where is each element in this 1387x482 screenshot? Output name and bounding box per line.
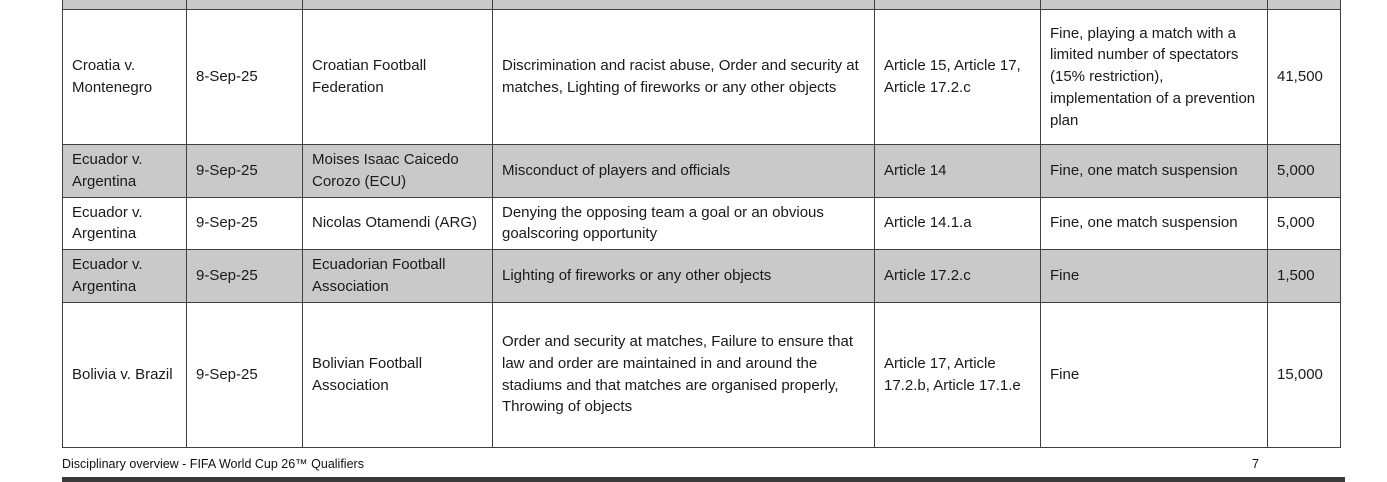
match-cell: Croatia v. Montenegro	[63, 10, 187, 145]
amount-cell: 5,000	[1268, 145, 1341, 198]
document-footer-title: Disciplinary overview - FIFA World Cup 26™ Qualifiers	[62, 457, 364, 471]
disciplinary-table	[62, 0, 1341, 448]
articles-cell: Article 15, Article 17, Article 17.2.c	[875, 10, 1041, 145]
party-cell: Moises Isaac Caicedo Corozo (ECU)	[303, 145, 493, 198]
party-cell: Nicolas Otamendi (ARG)	[303, 197, 493, 250]
offence-cell: Denying the opposing team a goal or an obvious goalscoring opportunity	[493, 197, 875, 250]
date-cell: 9-Sep-25	[187, 145, 303, 198]
page-number: 7	[1252, 457, 1259, 471]
party-cell: Ecuadorian Football Association	[303, 250, 493, 303]
sanction-cell: Fine, one match suspension	[1041, 197, 1268, 250]
table-row	[63, 145, 1341, 198]
clipped-cell	[303, 0, 493, 10]
clipped-cell	[875, 0, 1041, 10]
match-cell: Ecuador v. Argentina	[63, 145, 187, 198]
clipped-cell	[63, 0, 187, 10]
clipped-cell	[493, 0, 875, 10]
date-cell: 9-Sep-25	[187, 250, 303, 303]
date-cell: 9-Sep-25	[187, 302, 303, 447]
table-row	[63, 250, 1341, 303]
table-row-clipped	[63, 0, 1341, 10]
offence-cell: Lighting of fireworks or any other objects	[493, 250, 875, 303]
clipped-cell	[1268, 0, 1341, 10]
date-cell: 8-Sep-25	[187, 10, 303, 145]
amount-cell: 41,500	[1268, 10, 1341, 145]
match-cell: Ecuador v. Argentina	[63, 250, 187, 303]
sanction-cell: Fine	[1041, 302, 1268, 447]
party-cell: Bolivian Football Association	[303, 302, 493, 447]
offence-cell: Misconduct of players and officials	[493, 145, 875, 198]
amount-cell: 5,000	[1268, 197, 1341, 250]
clipped-cell	[187, 0, 303, 10]
page-bottom-bar	[62, 477, 1345, 482]
offence-cell: Order and security at matches, Failure to ensure that law and order are maintained in and around the stadiums and that matches are organised properly, Throwing of objects	[493, 302, 875, 447]
date-cell: 9-Sep-25	[187, 197, 303, 250]
amount-cell: 1,500	[1268, 250, 1341, 303]
clipped-cell	[1041, 0, 1268, 10]
sanction-cell: Fine, one match suspension	[1041, 145, 1268, 198]
table-row	[63, 302, 1341, 447]
articles-cell: Article 14	[875, 145, 1041, 198]
articles-cell: Article 14.1.a	[875, 197, 1041, 250]
party-cell: Croatian Football Federation	[303, 10, 493, 145]
articles-cell: Article 17.2.c	[875, 250, 1041, 303]
match-cell: Ecuador v. Argentina	[63, 197, 187, 250]
match-cell: Bolivia v. Brazil	[63, 302, 187, 447]
table-row	[63, 10, 1341, 145]
articles-cell: Article 17, Article 17.2.b, Article 17.1.e	[875, 302, 1041, 447]
amount-cell: 15,000	[1268, 302, 1341, 447]
table-row	[63, 197, 1341, 250]
sanction-cell: Fine	[1041, 250, 1268, 303]
sanction-cell: Fine, playing a match with a limited number of spectators (15% restriction), implementation of a prevention plan	[1041, 10, 1268, 145]
offence-cell: Discrimination and racist abuse, Order and security at matches, Lighting of fireworks or any other objects	[493, 10, 875, 145]
